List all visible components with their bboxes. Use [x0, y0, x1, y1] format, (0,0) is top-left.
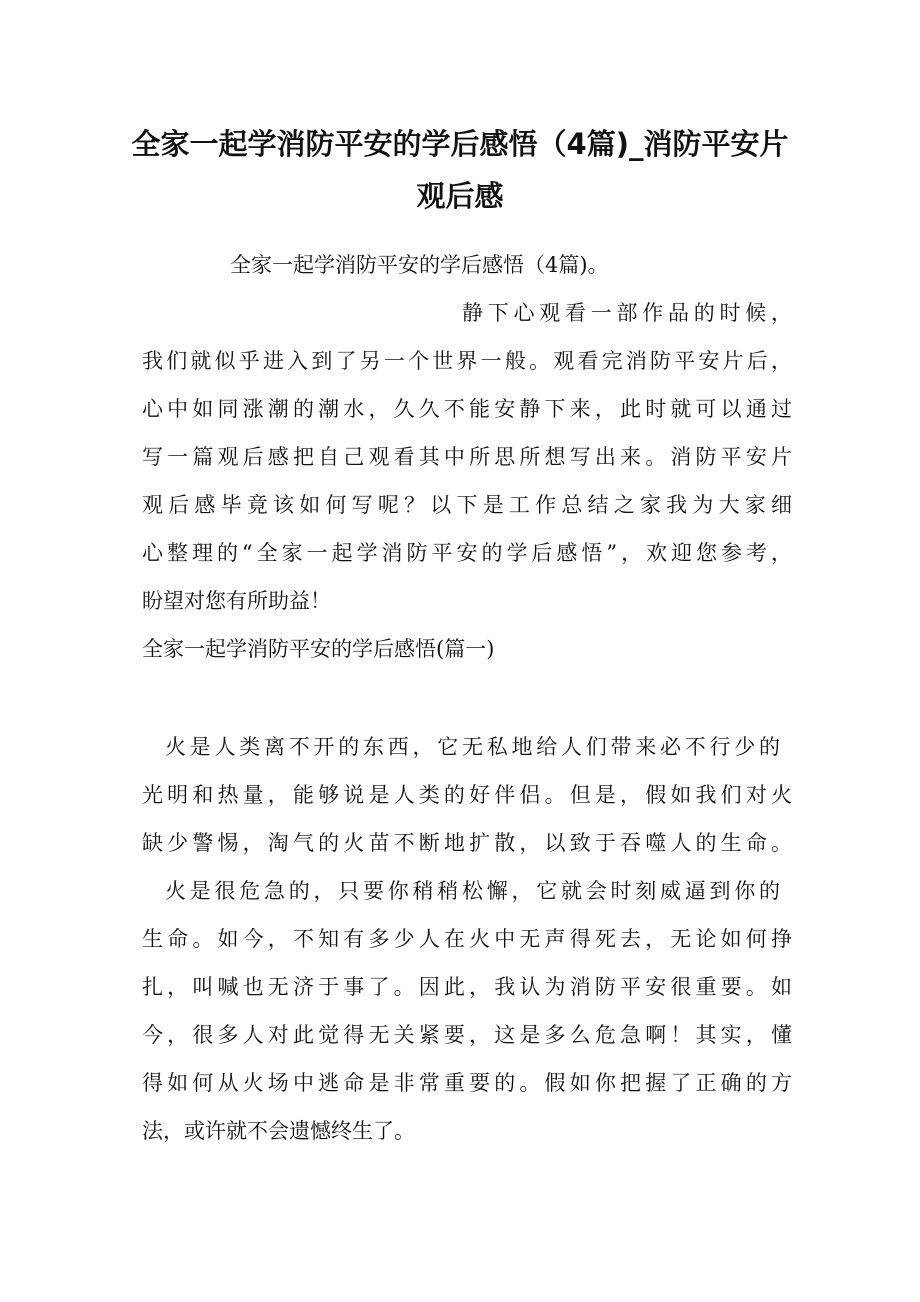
- intro-line: 心中如同涨潮的潮水，久久不能安静下来，此时就可以通过: [142, 397, 792, 421]
- paragraph-line: 得如何从火场中逃命是非常重要的。假如你把握了正确的方: [142, 1071, 792, 1095]
- intro-line: 写一篇观后感把自己观看其中所思所想写出来。消防平安片: [142, 445, 792, 469]
- intro-line: 心整理的“全家一起学消防平安的学后感悟”，欢迎您参考，: [142, 541, 792, 565]
- intro-line: 观后感毕竟该如何写呢？以下是工作总结之家我为大家细: [142, 493, 792, 517]
- paragraph-line: 今，很多人对此觉得无关紧要，这是多么危急啊！其实，懂: [142, 1023, 792, 1047]
- paragraph-line: 生命。如今，不知有多少人在火中无声得死去，无论如何挣: [142, 927, 792, 951]
- paragraph-line: 火是人类离不开的东西，它无私地给人们带来必不行少的: [165, 735, 780, 759]
- intro-line: 盼望对您有所助益！: [142, 589, 331, 613]
- paragraph-line: 缺少警惕，淘气的火苗不断地扩散，以致于吞噬人的生命。: [142, 831, 792, 855]
- intro-line: 我们就似乎进入到了另一个世界一般。观看完消防平安片后，: [142, 349, 792, 373]
- section-heading: 全家一起学消防平安的学后感悟(篇一): [142, 637, 495, 661]
- paragraph-line: 法，或许就不会遗憾终生了。: [142, 1119, 415, 1143]
- document-subtitle: 全家一起学消防平安的学后感悟（4篇)。: [230, 253, 609, 277]
- document-title: 全家一起学消防平安的学后感悟（4篇)_消防平安片观后感: [131, 127, 789, 213]
- intro-line: 静下心观看一部作品的时候，: [462, 301, 792, 325]
- paragraph-line: 光明和热量，能够说是人类的好伴侣。但是，假如我们对火: [142, 783, 792, 807]
- paragraph-line: 火是很危急的，只要你稍稍松懈，它就会时刻威逼到你的: [165, 879, 780, 903]
- paragraph-line: 扎，叫喊也无济于事了。因此，我认为消防平安很重要。如: [142, 975, 792, 999]
